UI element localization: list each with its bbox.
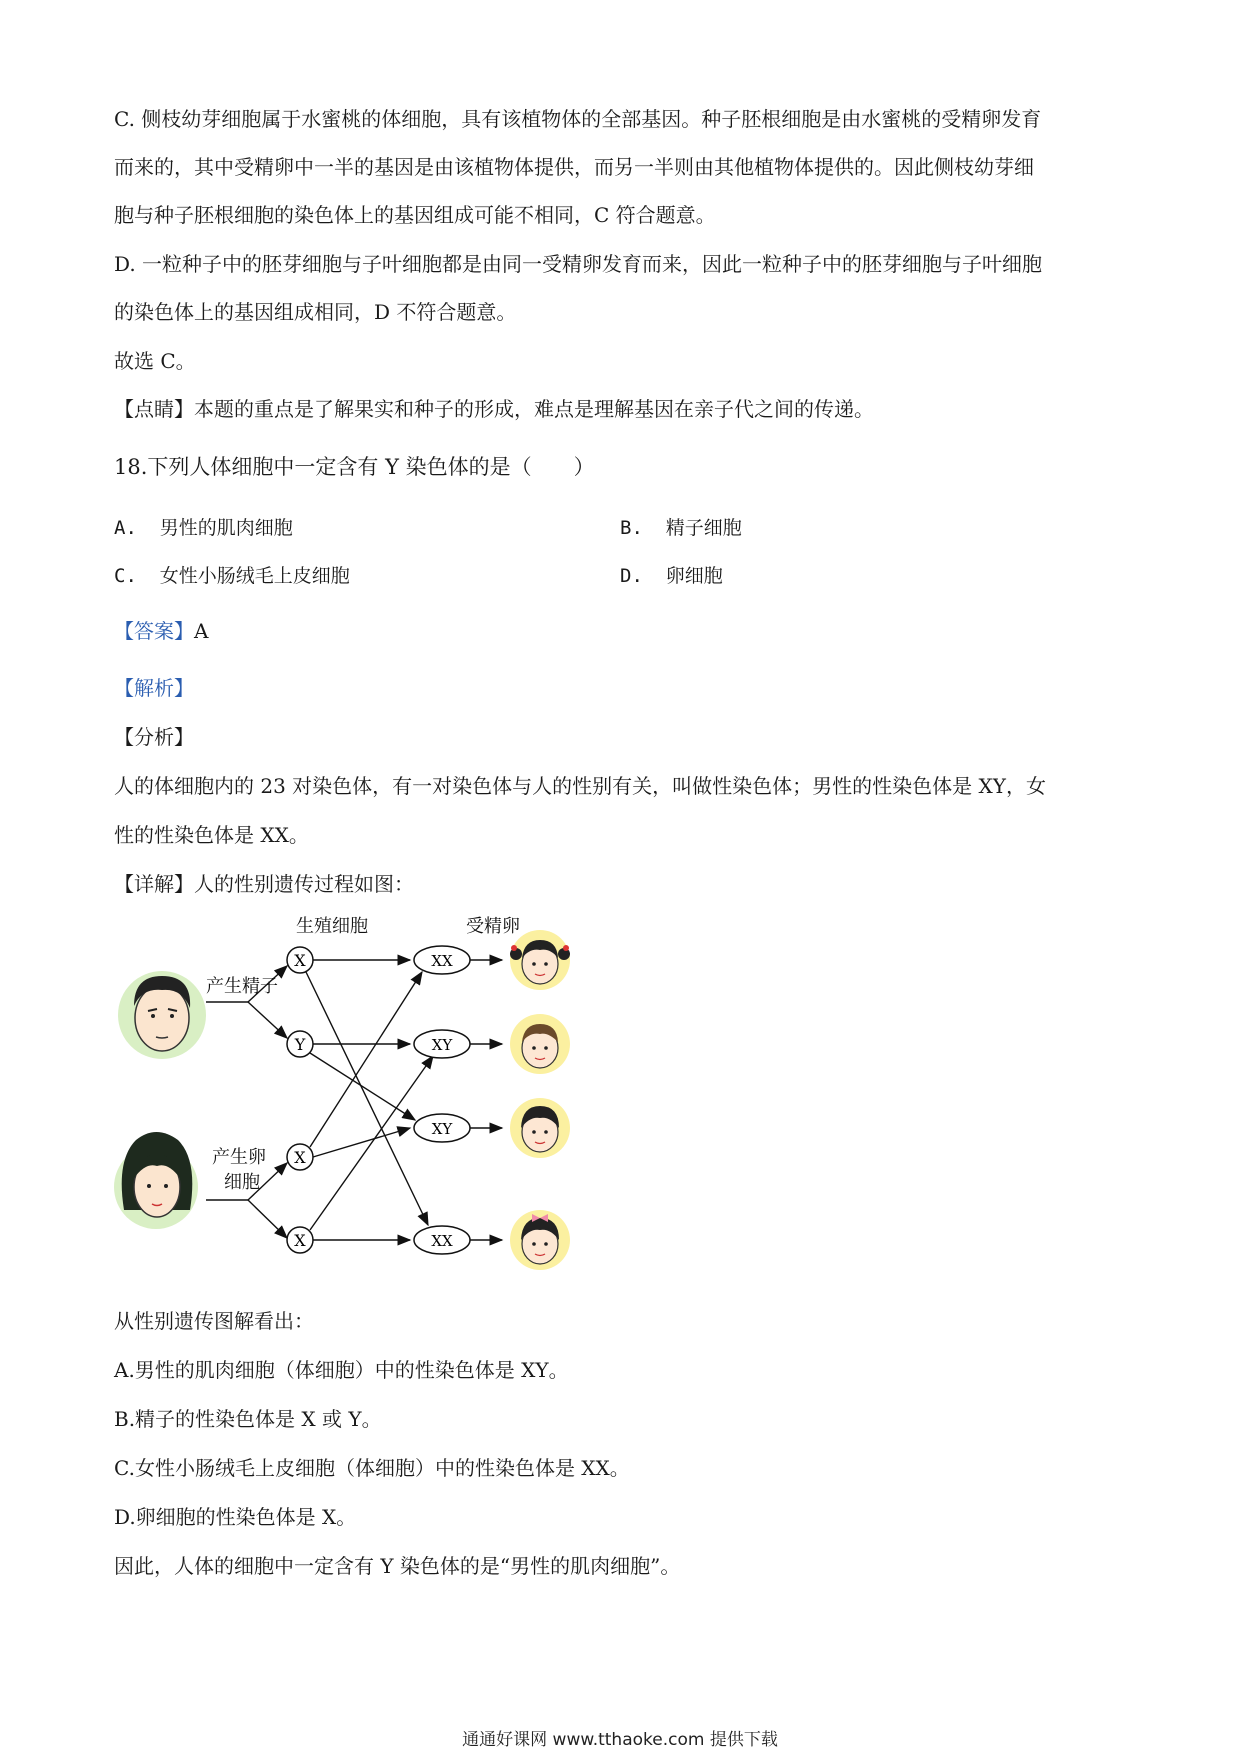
analysis-choose: 故选 C。 [114,349,196,373]
header-zygote: 受精卵 [466,916,520,937]
father-face-icon [118,971,206,1059]
conclusion-intro: 从性别遗传图解看出： [114,1309,314,1333]
gamete-sperm-y-label: Y [294,1035,306,1054]
header-gamete: 生殖细胞 [296,916,368,937]
option-d-text: 卵细胞 [665,565,723,587]
zygote-2-label: XY [431,1036,453,1054]
zygote-4-label: XX [431,1232,453,1250]
conclusion-a: A.男性的肌肉细胞（体细胞）中的性染色体是 XY。 [114,1358,569,1382]
gamete-egg-x-2-label: X [294,1231,306,1250]
girl-face-icon [510,1210,570,1270]
answer-tag: 【答案】 [114,619,194,643]
analysis-c-line1: C. 侧枝幼芽细胞属于水蜜桃的体细胞，具有该植物体的全部基因。种子胚根细胞是由水蜜桃的受精卵发育 [114,107,1042,131]
analysis-d-line2: 的染色体上的基因组成相同，D 不符合题意。 [114,300,517,324]
conclusion-final: 因此，人体的细胞中一定含有 Y 染色体的是“男性的肌肉细胞”。 [114,1554,681,1578]
option-b [620,513,742,540]
sex-inheritance-diagram [110,910,650,1285]
gamete-egg-x-1-label: X [294,1148,306,1167]
option-b-label: B. [620,517,643,539]
analysis-d-line1: D. 一粒种子中的胚芽细胞与子叶细胞都是由同一受精卵发育而来，因此一粒种子中的胚芽细胞与子叶细胞 [114,252,1043,276]
analysis-c-line3: 胞与种子胚根细胞的染色体上的基因组成可能不相同，C 符合题意。 [114,203,716,227]
option-c-text: 女性小肠绒毛上皮细胞 [159,565,350,587]
fenxi-tag: 【分析】 [114,725,194,749]
answer-line [114,607,1130,655]
analysis-point: 【点睛】本题的重点是了解果实和种子的形成，难点是理解基因在亲子代之间的传递。 [114,397,874,421]
option-a-text: 男性的肌肉细胞 [159,517,293,539]
analysis-tag: 【解析】 [114,676,194,700]
option-c [114,561,350,588]
gamete-sperm-x-label: X [294,951,306,970]
boy-face-icon [510,1014,570,1074]
option-c-label: C. [114,565,137,587]
option-b-text: 精子细胞 [665,517,742,539]
label-egg-2: 细胞 [224,1172,260,1193]
option-a [114,513,293,540]
label-egg-1: 产生卵 [212,1147,266,1168]
option-a-label: A. [114,517,137,539]
question-stem: 18.下列人体细胞中一定含有 Y 染色体的是（ ） [114,455,595,479]
zygote-1-label: XX [431,952,453,970]
mother-face-icon [114,1132,198,1229]
option-d-label: D. [620,565,643,587]
conclusion-d: D.卵细胞的性染色体是 X。 [114,1505,357,1529]
detail-line: 【详解】人的性别遗传过程如图： [114,872,414,896]
answer-value: A [194,619,209,643]
girl-face-icon [510,930,570,990]
analysis-c-line2: 而来的，其中受精卵中一半的基因是由该植物体提供，而另一半则由其他植物体提供的。因此侧枝幼芽细 [114,155,1034,179]
fenxi-line2: 性的性染色体是 XX。 [114,823,309,847]
conclusion-c: C.女性小肠绒毛上皮细胞（体细胞）中的性染色体是 XX。 [114,1456,630,1480]
conclusion-b: B.精子的性染色体是 X 或 Y。 [114,1407,382,1431]
footer-credit: 通通好课网 www.tthaoke.com 提供下载 [462,1730,778,1750]
zygote-3-label: XY [431,1120,453,1138]
fenxi-line1: 人的体细胞内的 23 对染色体，有一对染色体与人的性别有关，叫做性染色体；男性的性染色体是 XY，女 [114,774,1046,798]
boy-face-icon [510,1098,570,1158]
option-d [620,561,723,588]
label-sperm: 产生精子 [206,976,278,997]
